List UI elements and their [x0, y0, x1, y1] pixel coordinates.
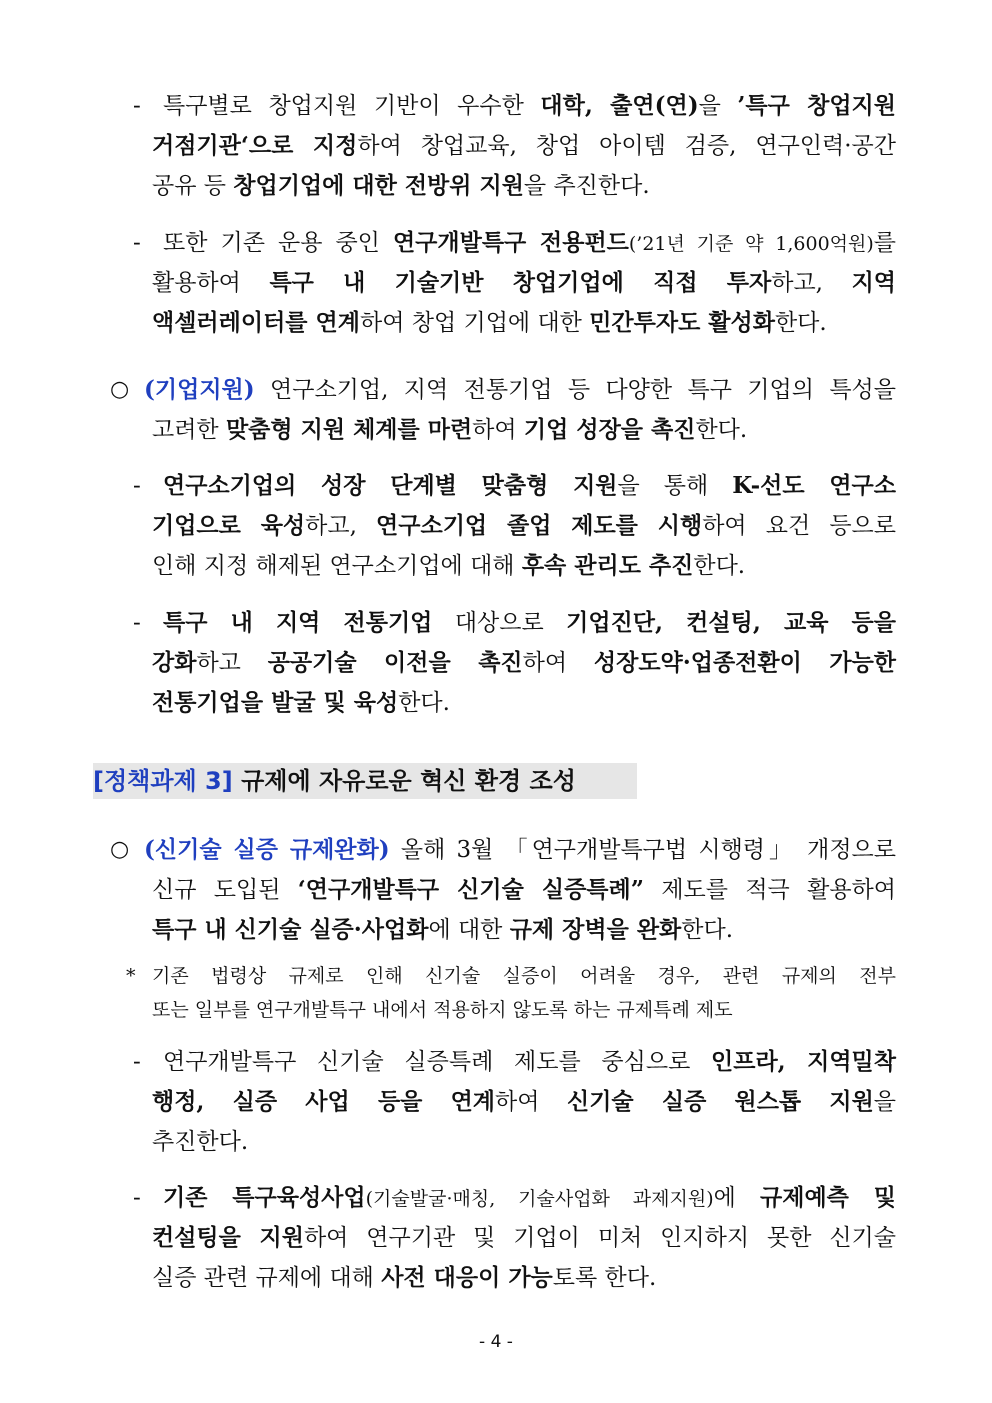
para-line — [152, 303, 896, 343]
heading-prefix: [정책과제 3] — [93, 767, 233, 795]
bullet-circle: ○ — [110, 377, 130, 402]
text-run: 하고, — [771, 270, 852, 296]
text-run: 하여 창업교육, 창업 아이템 검증, 연구인력·공간 — [357, 133, 896, 159]
bold-text: 기존 특구육성사업 — [163, 1184, 366, 1211]
para-line — [152, 1082, 896, 1122]
bold-text: 전통기업을 발굴 및 육성 — [152, 689, 399, 716]
text-run: 를 — [873, 230, 897, 256]
text-run: 한다. — [695, 417, 748, 443]
para-line — [152, 910, 896, 950]
bold-text: ’특구 창업지원 — [737, 92, 896, 119]
text-run: 하여 — [495, 1089, 567, 1115]
para-line — [152, 410, 896, 450]
bullet-dash: - — [133, 230, 141, 256]
bullet-dash: - — [133, 610, 141, 636]
para-line — [152, 263, 896, 303]
bold-text: 컨설팅을 지원 — [152, 1224, 304, 1251]
bold-text: 인프라, 지역밀착 — [711, 1048, 896, 1075]
text-run: 하고, — [305, 513, 377, 539]
bold-text: 연구소기업 졸업 제도를 시행 — [376, 512, 703, 539]
bold-text: 기업진단, 컨설팅, 교육 등을 — [566, 609, 896, 636]
text-run: 신규 도입된 — [152, 877, 298, 903]
bold-text: 특구 내 지역 전통기업 — [163, 609, 433, 636]
para-line — [144, 830, 896, 870]
text-run: 인해 지정 해제된 연구소기업에 대해 — [152, 553, 522, 579]
bold-text: 규제 장벽을 완화 — [509, 916, 682, 943]
bold-text: 창업기업에 대한 전방위 지원 — [233, 172, 524, 199]
text-run: 한다. — [774, 310, 827, 336]
bold-text: 규제예측 및 — [760, 1184, 896, 1211]
heading-title: 규제에 자유로운 혁신 환경 조성 — [232, 767, 576, 795]
label-text: (기업지원) — [144, 376, 255, 403]
bold-text: 기업으로 육성 — [152, 512, 306, 539]
bullet-dash: - — [133, 1185, 141, 1211]
bold-text: 강화 — [152, 649, 197, 676]
bold-text: 맞춤형 지원 체계를 마련 — [225, 416, 473, 443]
text-run: 공유 등 — [152, 173, 234, 199]
bold-text: 신기술 실증 원스톱 지원 — [566, 1088, 874, 1115]
bold-text: 특구 내 기술기반 창업기업에 직접 투자 — [269, 269, 772, 296]
text-run: 을 — [873, 1089, 897, 1115]
para-line — [152, 126, 896, 166]
note-line: 또는 일부를 연구개발특구 내에서 적용하지 않도록 하는 규제특례 제도 — [152, 999, 733, 1021]
bold-text: 연구소기업의 성장 단계별 맞춤형 지원 — [163, 472, 618, 499]
para-line — [163, 1042, 896, 1082]
bold-text: 특구 내 신기술 실증·사업화 — [152, 916, 429, 943]
text-run: 하여 창업 기업에 대한 — [359, 310, 590, 336]
text-run: 연구개발특구 신기술 실증특례 제도를 중심으로 — [163, 1049, 712, 1075]
text-run: (’21년 기준 약 1,600억원) — [628, 233, 874, 255]
text-run: (기술발굴·매칭, 기술사업화 과제지원) — [365, 1188, 714, 1210]
bold-text: K-선도 연구소 — [732, 472, 896, 499]
bullet-dash: - — [133, 473, 141, 499]
para-line — [152, 166, 896, 206]
text-run: 연구소기업, 지역 전통기업 등 다양한 특구 기업의 특성을 — [254, 377, 896, 403]
text-run: 하여 — [472, 417, 524, 443]
bold-text: 민간투자도 활성화 — [589, 309, 775, 336]
text-run: 한다. — [681, 917, 734, 943]
text-run: 제도를 적극 활용하여 — [643, 877, 896, 903]
note-asterisk: * — [126, 965, 136, 987]
text-run: 대상으로 — [432, 610, 567, 636]
bullet-circle: ○ — [110, 837, 130, 862]
text-run: 특구별로 창업지원 기반이 우수한 — [163, 93, 541, 119]
para-line — [152, 1218, 896, 1258]
para-line — [163, 1178, 896, 1218]
para-line — [163, 603, 896, 643]
text-run: 활용하여 — [152, 270, 270, 296]
text-run: 토록 한다. — [552, 1265, 657, 1291]
text-run: 한다. — [693, 553, 746, 579]
bold-text: ‘연구개발특구 신기술 실증특례” — [297, 876, 644, 903]
para-line — [152, 1122, 896, 1162]
text-run: 하여 — [522, 650, 594, 676]
bold-text: 후속 관리도 추진 — [521, 552, 694, 579]
para-line — [152, 683, 896, 723]
bold-text: 공공기술 이전을 촉진 — [267, 649, 523, 676]
bold-text: 대학, 출연(연) — [540, 92, 699, 119]
bold-text: 사전 대응이 가능 — [381, 1264, 553, 1291]
text-run: 을 추진한다. — [523, 173, 650, 199]
text-run: 추진한다. — [152, 1129, 249, 1155]
section-heading — [93, 759, 576, 803]
text-run: 을 — [698, 93, 738, 119]
bold-text: 성장도약·업종전환이 가능한 — [593, 649, 897, 676]
para-line — [144, 370, 896, 410]
para-line — [152, 1258, 896, 1298]
text-run: 올해 3월 「연구개발특구법 시행령」 개정으로 — [389, 837, 896, 863]
para-line — [163, 86, 896, 126]
bold-text: 액셀러레이터를 연계 — [152, 309, 360, 336]
para-line — [152, 546, 896, 586]
para-line — [152, 506, 896, 546]
text-run: 하여 요건 등으로 — [702, 513, 896, 539]
text-run: 에 대한 — [428, 917, 510, 943]
bullet-dash: - — [133, 93, 141, 119]
page-number: - 4 - — [479, 1332, 513, 1352]
bold-text: 거점기관‘으로 지정 — [152, 132, 358, 159]
note-line: 기존 법령상 규제로 인해 신기술 실증이 어려울 경우, 관련 규제의 전부 — [152, 965, 896, 987]
text-run: 하여 연구기관 및 기업이 미처 인지하지 못한 신기술 — [303, 1225, 896, 1251]
text-run: 고려한 — [152, 417, 226, 443]
bold-text: 행정, 실증 사업 등을 연계 — [152, 1088, 496, 1115]
bullet-dash: - — [133, 1049, 141, 1075]
text-run: 실증 관련 규제에 대해 — [152, 1265, 382, 1291]
text-run: 에 — [713, 1185, 761, 1211]
text-run: 하고 — [196, 650, 268, 676]
bold-text: 기업 성장을 촉진 — [523, 416, 696, 443]
para-line — [163, 466, 896, 506]
para-line — [152, 643, 896, 683]
label-text: (신기술 실증 규제완화) — [144, 836, 390, 863]
para-line — [163, 223, 896, 263]
para-line — [152, 870, 896, 910]
bold-text: 연구개발특구 전용펀드 — [392, 229, 629, 256]
bold-text: 지역 — [851, 269, 897, 296]
text-run: 을 통해 — [617, 473, 733, 499]
text-run: 한다. — [398, 690, 450, 716]
text-run: 또한 기존 운용 중인 — [163, 230, 393, 256]
